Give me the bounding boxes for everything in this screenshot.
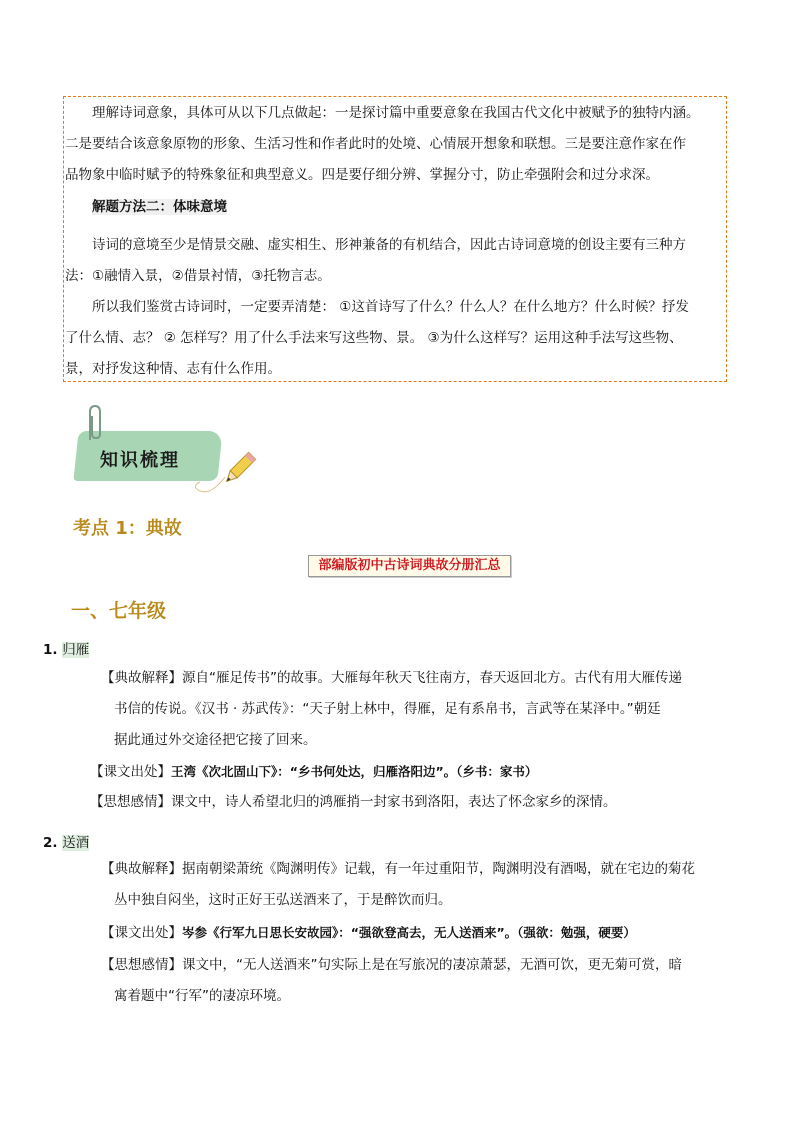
- intro-paragraph-1: [65, 98, 725, 191]
- text-line: 诗词的意境至少是情景交融、虚实相生、形神兼备的有机结合，因此古诗词意境的创设主要有三种方: [92, 237, 686, 253]
- text-line: 丛中独自闷坐，这时正好王弘送酒来了，于是醉饮而归。: [114, 892, 452, 908]
- item-title: [43, 638, 89, 658]
- method-heading: 解题方法二：体味意境: [92, 199, 227, 215]
- text-line: 品物象中临时赋予的特殊象征和典型意义。四是要仔细分辨、掌握分寸，防止牵强附会和过分求深。: [65, 167, 659, 183]
- item-term: 送酒: [62, 835, 90, 851]
- item-term: 归雁: [62, 642, 90, 658]
- swirl-decoration: [190, 472, 230, 502]
- method-heading-row: [65, 192, 725, 223]
- text-line: 理解诗词意象，具体可从以下几点做起：一是探讨篇中重要意象在我国古代文化中被赋予的独特内涵。: [92, 105, 700, 121]
- explain-block: [101, 663, 682, 756]
- grade-title: 一、七年级: [71, 600, 167, 622]
- intro-paragraph-3: [65, 292, 725, 385]
- text-line: 二是要结合该意象原物的形象、生活习性和作者此时的处境、心情展开想象和联想。三是要注意作家在作: [65, 136, 686, 152]
- section-title: 考点 1：典故: [73, 518, 182, 539]
- text-line: 了什么情、志？ ② 怎样写？用了什么手法来写这些物、景。 ③为什么这样写？运用这种手法写这些物、: [65, 330, 683, 346]
- text-line: 寓着题中“行军”的凄凉环境。: [114, 988, 290, 1004]
- emotion-block: [90, 787, 617, 818]
- text-line: 法：①融情入景，②借景衬情，③托物言志。: [65, 268, 331, 284]
- explain-label: 【典故解释】: [101, 670, 182, 686]
- text-line: 据此通过外交途径把它接了回来。: [114, 732, 317, 748]
- summary-link[interactable]: 部编版初中古诗词典故分册汇总: [308, 555, 511, 577]
- text-line: 据南朝梁萧统《陶渊明传》记载，有一年过重阳节，陶渊明没有酒喝，就在宅边的菊花: [182, 861, 695, 877]
- emotion-block: [101, 950, 682, 1012]
- paperclip-icon: [80, 404, 110, 444]
- source-label: 【课文出处】: [90, 764, 171, 780]
- source-text: 王湾《次北固山下》：“乡书何处达，归雁洛阳边”。（乡书：家书）: [171, 764, 538, 779]
- text-line: 课文中，“无人送酒来”句实际上是在写旅况的凄凉萧瑟，无酒可饮，更无菊可赏，暗: [182, 957, 682, 973]
- text-line: 源自“雁足传书”的故事。大雁每年秋天飞往南方，春天返回北方。古代有用大雁传递: [182, 670, 682, 686]
- item-title: [43, 831, 89, 851]
- source-label: 【课文出处】: [101, 925, 182, 941]
- explain-block: [101, 854, 695, 916]
- emotion-label: 【思想感情】: [90, 794, 171, 810]
- text-line: 课文中，诗人希望北归的鸿雁捎一封家书到洛阳，表达了怀念家乡的深情。: [171, 794, 617, 810]
- intro-paragraph-2: [65, 230, 725, 292]
- source-block: [90, 756, 537, 788]
- source-block: [101, 917, 636, 949]
- text-line: 书信的传说。《汉书 · 苏武传》：“天子射上林中，得雁，足有系帛书，言武等在某泽中。”朝廷: [114, 701, 661, 717]
- item-number: 2.: [43, 835, 58, 851]
- source-text: 岑参《行军九日思长安故园》：“强欲登高去，无人送酒来”。（强欲：勉强，硬要）: [182, 925, 636, 940]
- emotion-label: 【思想感情】: [101, 957, 182, 973]
- text-line: 所以我们鉴赏古诗词时，一定要弄清楚： ①这首诗写了什么？什么人？在什么地方？什么时候？抒发: [92, 299, 689, 315]
- text-line: 景，对抒发这种情、志有什么作用。: [65, 361, 281, 377]
- banner-title: 知识梳理: [100, 450, 180, 471]
- item-number: 1.: [43, 642, 58, 658]
- explain-label: 【典故解释】: [101, 861, 182, 877]
